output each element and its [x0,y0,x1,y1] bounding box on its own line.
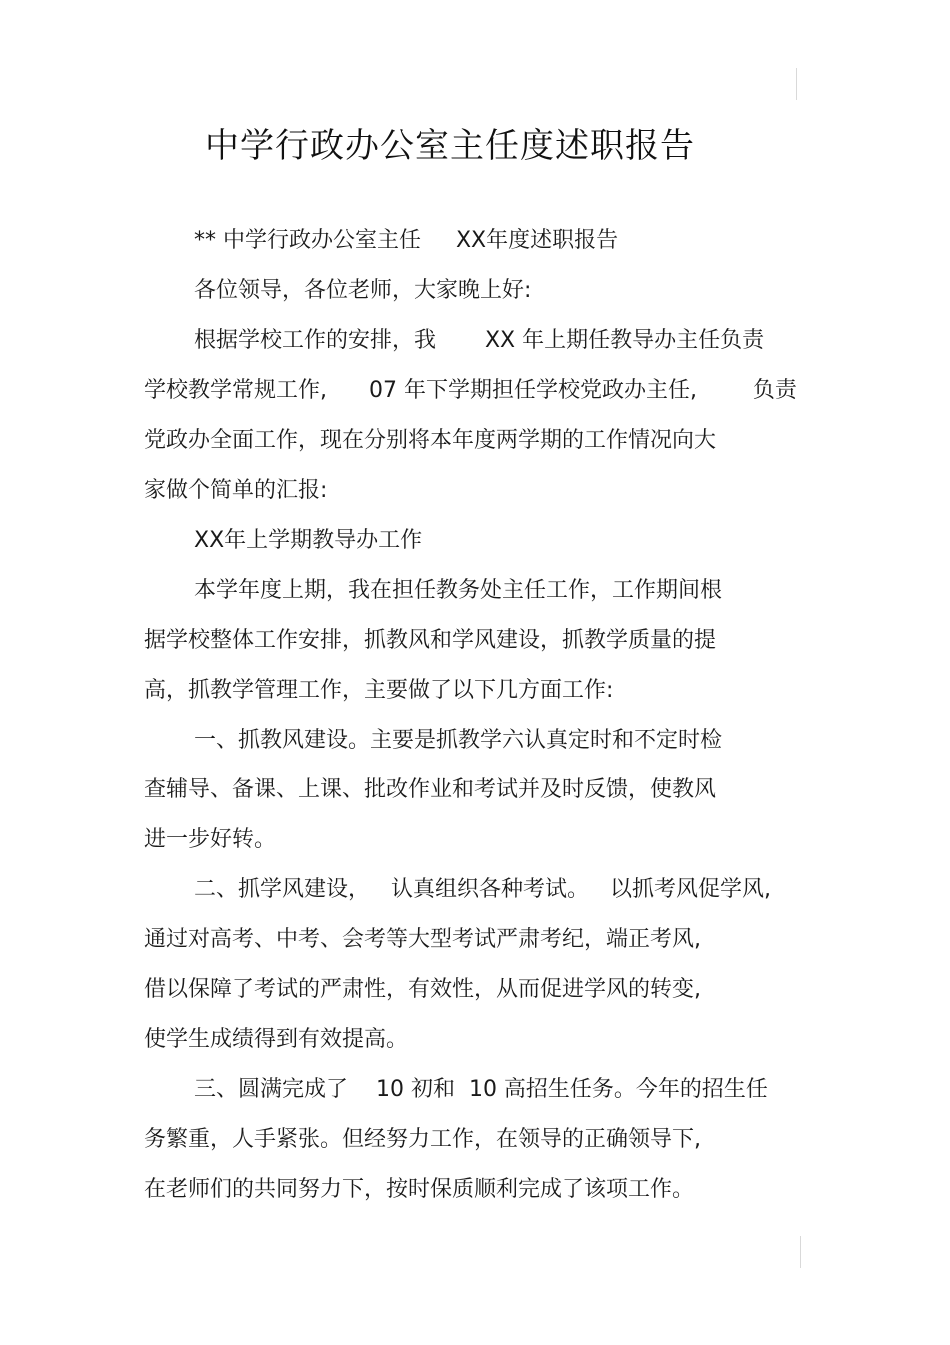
paragraph-line: ** 中学行政办公室主任 XX年度述职报告 [194,228,619,253]
paragraph-line: 党政办全面工作，现在分别将本年度两学期的工作情况向大 [144,428,717,453]
paragraph-line: 根据学校工作的安排，我 XX 年上期任教导办主任负责 [194,328,765,353]
paragraph-line: 通过对高考、中考、会考等大型考试严肃考纪，端正考风, [144,927,701,952]
paragraph-line: 家做个简单的汇报: [144,478,328,503]
paragraph-line: 查辅导、备课、上课、批改作业和考试并及时反馈，使教风 [144,777,717,802]
paragraph-line: 二、抓学风建设， 认真组织各种考试。 以抓考风促学风, [194,877,771,902]
paragraph-line: 据学校整体工作安排，抓教风和学风建设，抓教学质量的提 [144,628,717,653]
paragraph-line: 借以保障了考试的严肃性，有效性，从而促进学风的转变, [144,977,701,1002]
paragraph-line: 一、抓教风建设。主要是抓教学六认真定时和不定时检 [194,728,723,753]
document-title: 中学行政办公室主任度述职报告 [205,126,695,166]
paragraph-line: 使学生成绩得到有效提高。 [144,1027,409,1052]
paragraph-line: 各位领导，各位老师，大家晚上好: [194,278,532,303]
paragraph-line: 务繁重，人手紧张。但经努力工作，在领导的正确领导下, [144,1127,701,1152]
paragraph-line: 在老师们的共同努力下，按时保质顺利完成了该项工作。 [144,1177,695,1202]
paragraph-line: 本学年度上期，我在担任教务处主任工作，工作期间根 [194,578,723,603]
paragraph-line: 学校教学常规工作, 07 年下学期担任学校党政办主任, 负责 [144,378,797,403]
section-heading: XX年上学期教导办工作 [194,528,423,553]
page-corner-mark-bottom [800,1236,801,1268]
paragraph-line: 三、圆满完成了 10 初和 10 高招生任务。今年的招生任 [194,1077,768,1102]
paragraph-line: 进一步好转。 [144,827,277,852]
page-corner-mark-top [796,68,797,100]
paragraph-line: 高，抓教学管理工作，主要做了以下几方面工作: [144,678,614,703]
